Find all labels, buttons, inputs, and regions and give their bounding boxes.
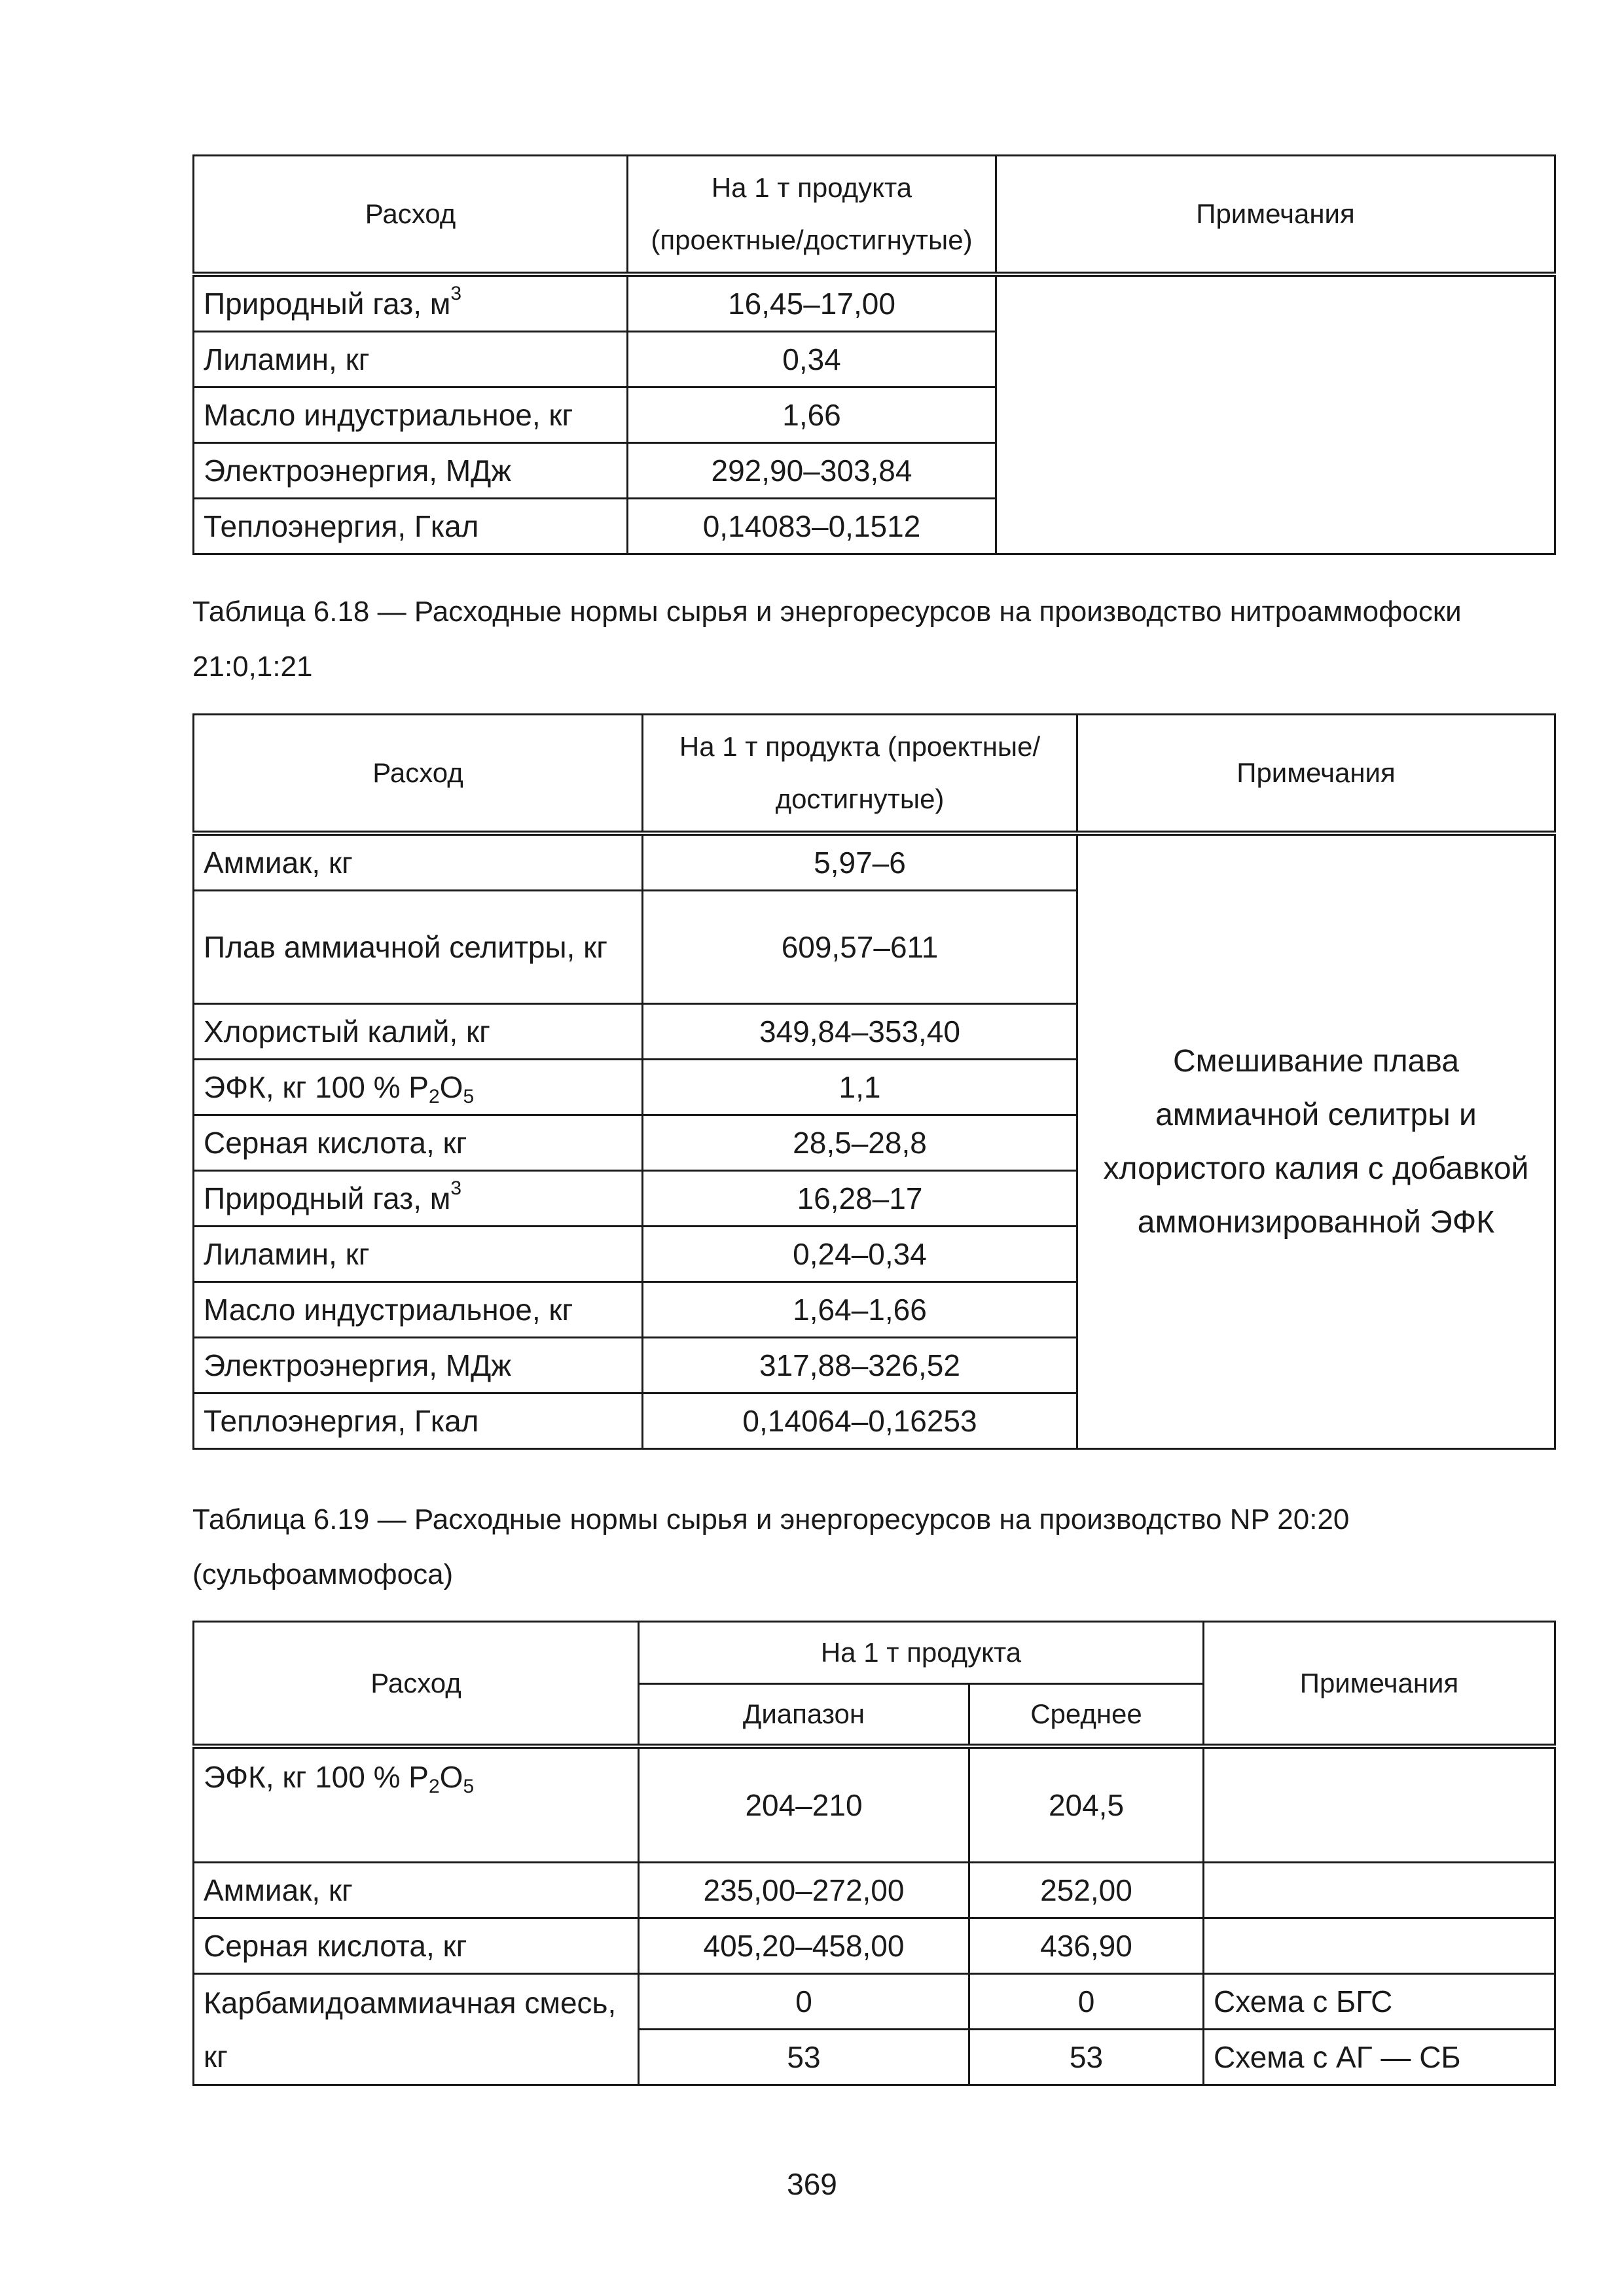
- row-label: ЭФК, кг 100 % $P_2O_5$: [194, 1746, 639, 1863]
- row-value: 16,28–17: [643, 1171, 1077, 1227]
- row-value: 1,66: [628, 387, 996, 443]
- row-value: 349,84–353,40: [643, 1004, 1077, 1060]
- table-row: [194, 1863, 1555, 1918]
- row-value: 0,34: [628, 332, 996, 387]
- table-caption-6-18: Таблица 6.18 — Расходные нормы сырья и энергоресурсов на производство нитроаммофоски 21:0,1:21: [192, 596, 1462, 683]
- row-label: Теплоэнергия, Гкал: [194, 499, 628, 554]
- table-continued: [192, 154, 1556, 555]
- header-per-ton: На 1 т продукта (проектные/достигнутые): [628, 156, 996, 275]
- notes-cell: Смешивание плава аммиачной селитры и хлористого калия с добавкой аммонизированной ЭФК: [1077, 833, 1555, 1449]
- header-notes: Примечания: [1077, 715, 1555, 834]
- table-header-row: [194, 715, 1555, 834]
- row-range: 0: [639, 1974, 969, 2030]
- row-label: Природный газ, $м^3$: [194, 1171, 643, 1227]
- table-row: [194, 274, 1555, 332]
- row-range: 204–210: [639, 1746, 969, 1863]
- header-expense: Расход: [194, 1622, 639, 1747]
- row-value: 16,45–17,00: [628, 274, 996, 332]
- row-note: Схема с БГС: [1204, 1974, 1555, 2030]
- table-row: [194, 1974, 1555, 2030]
- table-row: [194, 1918, 1555, 1974]
- notes-cell: [996, 274, 1555, 554]
- row-value: 1,64–1,66: [643, 1282, 1077, 1338]
- row-value: 0,14064–0,16253: [643, 1393, 1077, 1449]
- row-label: Лиламин, кг: [194, 332, 628, 387]
- table-6-18: [192, 713, 1556, 1450]
- row-value: 1,1: [643, 1060, 1077, 1115]
- row-note: [1204, 1918, 1555, 1974]
- row-note: [1204, 1863, 1555, 1918]
- row-range: 235,00–272,00: [639, 1863, 969, 1918]
- row-label: Серная кислота, кг: [194, 1918, 639, 1974]
- row-label: Электроэнергия, МДж: [194, 443, 628, 499]
- row-range: 405,20–458,00: [639, 1918, 969, 1974]
- row-range: 53: [639, 2030, 969, 2085]
- row-label: Аммиак, кг: [194, 1863, 639, 1918]
- row-average: 204,5: [969, 1746, 1204, 1863]
- row-note: Схема с АГ — СБ: [1204, 2030, 1555, 2085]
- table-6-19: [192, 1621, 1556, 2086]
- row-label: Масло индустриальное, кг: [194, 1282, 643, 1338]
- header-per-ton: На 1 т продукта: [639, 1622, 1204, 1684]
- header-notes: Примечания: [1204, 1622, 1555, 1747]
- table-header-row: [194, 1622, 1555, 1684]
- header-average: Среднее: [969, 1684, 1204, 1747]
- table-header-row: [194, 156, 1555, 275]
- row-value: 609,57–611: [643, 891, 1077, 1004]
- header-notes: Примечания: [996, 156, 1555, 275]
- row-label: Масло индустриальное, кг: [194, 387, 628, 443]
- row-label: Хлористый калий, кг: [194, 1004, 643, 1060]
- row-note: [1204, 1746, 1555, 1863]
- table-caption-6-19: Таблица 6.19 — Расходные нормы сырья и энергоресурсов на производство NP 20:20 (сульфоаммофоса): [192, 1503, 1350, 1590]
- row-value: 292,90–303,84: [628, 443, 996, 499]
- row-average: 436,90: [969, 1918, 1204, 1974]
- row-average: 0: [969, 1974, 1204, 2030]
- row-label: Теплоэнергия, Гкал: [194, 1393, 643, 1449]
- header-per-ton: На 1 т продукта (проектные/достигнутые): [643, 715, 1077, 834]
- header-expense: Расход: [194, 715, 643, 834]
- header-range: Диапазон: [639, 1684, 969, 1747]
- table-row: [194, 833, 1555, 891]
- table-row: [194, 1746, 1555, 1863]
- row-label: Электроэнергия, МДж: [194, 1338, 643, 1393]
- row-label: Природный газ, $м^3$: [194, 274, 628, 332]
- row-average: 53: [969, 2030, 1204, 2085]
- row-label: Лиламин, кг: [194, 1227, 643, 1282]
- row-label: Аммиак, кг: [194, 833, 643, 891]
- row-value: 317,88–326,52: [643, 1338, 1077, 1393]
- row-value: 0,24–0,34: [643, 1227, 1077, 1282]
- row-label: Серная кислота, кг: [194, 1115, 643, 1171]
- page-number: 369: [787, 2167, 837, 2201]
- row-value: 28,5–28,8: [643, 1115, 1077, 1171]
- row-label: ЭФК, кг 100 % $P_2O_5$: [194, 1060, 643, 1115]
- row-label: Карбамидоаммиачная смесь, кг: [194, 1974, 639, 2085]
- header-expense: Расход: [194, 156, 628, 275]
- row-value: 0,14083–0,1512: [628, 499, 996, 554]
- row-average: 252,00: [969, 1863, 1204, 1918]
- row-label: Плав аммиачной селитры, кг: [194, 891, 643, 1004]
- row-value: 5,97–6: [643, 833, 1077, 891]
